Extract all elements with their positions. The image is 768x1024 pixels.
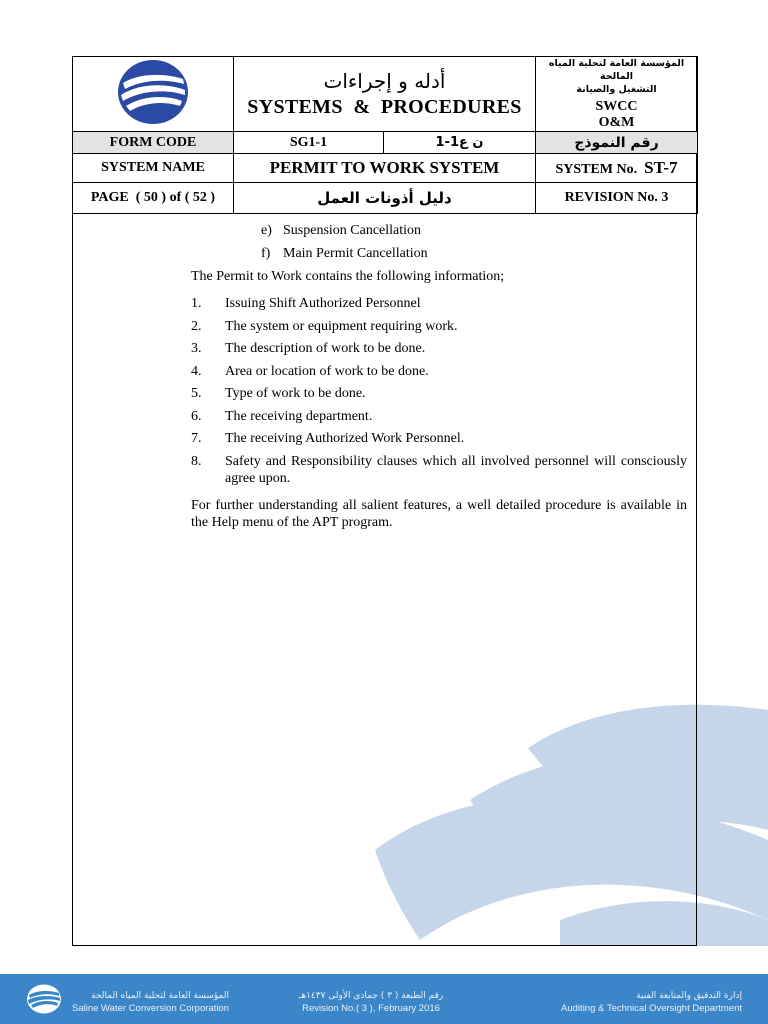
system-name-label: SYSTEM NAME [73, 154, 234, 183]
numbered-item [191, 363, 687, 380]
system-number-label: SYSTEM No. [555, 162, 638, 177]
item-text: Type of work to be done. [225, 386, 366, 401]
form-code-label: FORM CODE [73, 132, 234, 154]
item-number: 7. [191, 431, 202, 446]
closing-paragraph: For further understanding all salient features, a well detailed procedure is available in the Help menu of the APT program. [191, 497, 687, 530]
footer-org-english: Saline Water Conversion Corporation [72, 1003, 230, 1014]
item-text: The receiving Authorized Work Personnel. [225, 431, 465, 446]
item-text: The description of work to be done. [225, 341, 426, 356]
numbered-item [191, 318, 687, 335]
system-name-arabic: دليل أذونات العمل [234, 183, 536, 214]
numbered-item [191, 385, 687, 402]
org-name-arabic: المؤسسة العامة لتحلية المياه المالحة [548, 58, 685, 82]
item-number: 4. [191, 363, 202, 379]
list-item-text: Main Permit Cancellation [283, 246, 428, 261]
item-number: 8. [191, 453, 202, 469]
form-code-value-arabic: ن ع1-1 [384, 132, 536, 154]
title-english: SYSTEMS & PROCEDURES [247, 96, 522, 118]
swcc-logo-icon [117, 59, 189, 125]
list-marker: f) [261, 246, 271, 261]
item-text: The receiving department. [225, 408, 373, 424]
numbered-item [191, 295, 687, 312]
intro-paragraph: The Permit to Work contains the following information; [191, 269, 505, 284]
org-name-english: SWCC [595, 99, 638, 114]
footer-org-arabic: المؤسسة العامة لتحلية المياه المالحة [91, 991, 230, 1001]
numbered-item [191, 340, 687, 357]
footer-revision [296, 990, 446, 1015]
list-marker: e) [261, 223, 272, 238]
list-item [191, 222, 687, 239]
footer-department-english: Auditing & Technical Oversight Department [561, 1003, 742, 1014]
system-number-value: ST-7 [644, 158, 678, 177]
footer-org [72, 990, 229, 1015]
footer-revision-arabic: رقم الطبعة ( ٣ ) جمادى الأولى ١٤٣٧هـ [298, 991, 444, 1001]
item-number: 6. [191, 408, 202, 424]
org-dept-english: O&M [598, 115, 635, 130]
item-text: Issuing Shift Authorized Personnel [225, 296, 421, 311]
footer-logo-icon [26, 984, 62, 1014]
numbered-item [191, 453, 687, 487]
numbered-item [191, 408, 687, 425]
numbered-item [191, 430, 687, 447]
logo-cell [73, 57, 234, 132]
item-number: 2. [191, 318, 202, 334]
system-name-value: PERMIT TO WORK SYSTEM [234, 154, 536, 183]
item-number: 3. [191, 341, 202, 356]
title-arabic: أدله و إجراءات [323, 69, 446, 93]
organization-cell [536, 57, 698, 132]
footer-revision-english: Revision No.( 3 ), February 2016 [302, 1003, 440, 1014]
org-dept-arabic: التشغيل والصيانة [576, 84, 657, 95]
title-cell [234, 57, 536, 132]
form-code-label-arabic: رقم النموذج [536, 132, 698, 154]
list-item-text: Suspension Cancellation [283, 223, 422, 238]
page-footer [0, 974, 768, 1024]
form-code-value: SG1-1 [234, 132, 384, 154]
system-number-cell [536, 154, 698, 183]
document-body [191, 222, 687, 531]
item-number: 5. [191, 386, 202, 401]
item-text: The system or equipment requiring work. [225, 318, 458, 334]
item-number: 1. [191, 296, 202, 311]
list-item [191, 245, 687, 262]
footer-department [560, 990, 742, 1015]
document-header [72, 56, 698, 214]
item-text: Safety and Responsibility clauses which all involved personnel will consciously agree upon. [225, 453, 687, 486]
page-indicator: PAGE ( 50 ) of ( 52 ) [73, 183, 234, 214]
footer-department-arabic: إدارة التدقيق والمتابعة الفنية [636, 991, 742, 1001]
revision-number: REVISION No. 3 [536, 183, 698, 214]
item-text: Area or location of work to be done. [225, 363, 429, 379]
